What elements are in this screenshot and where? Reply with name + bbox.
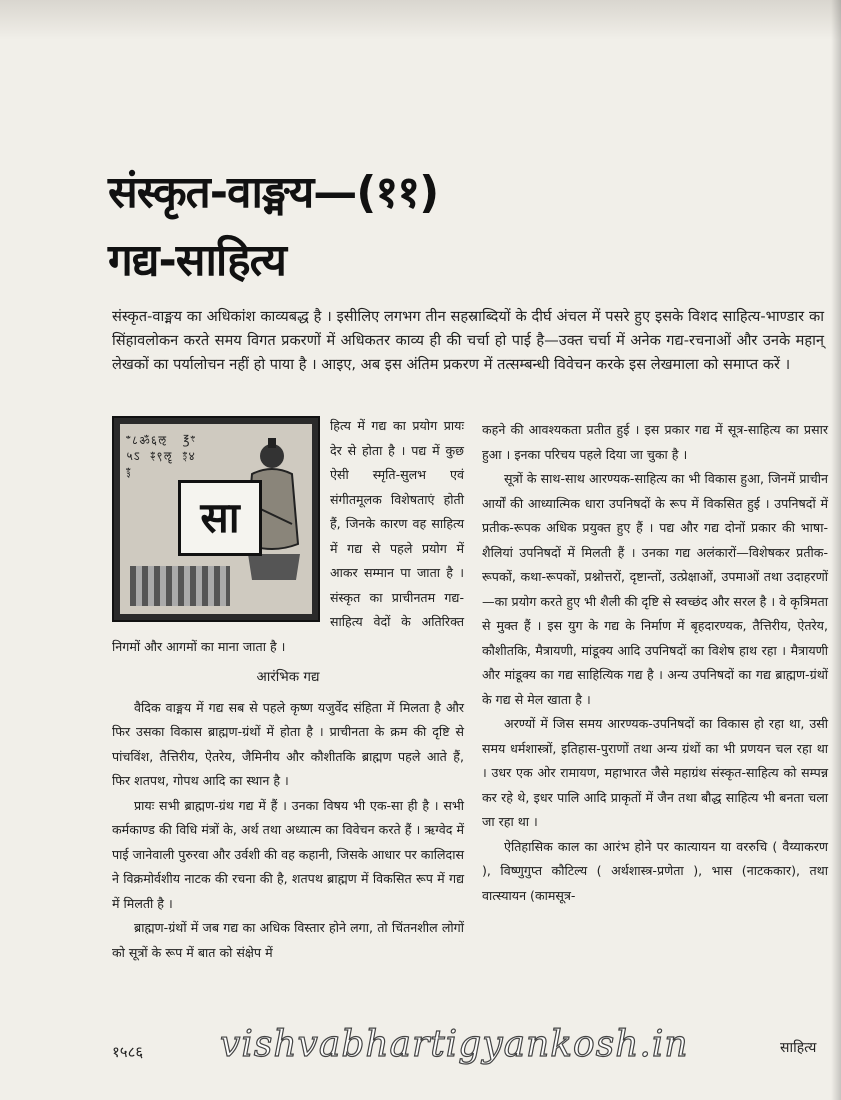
- right-paragraph-2: सूत्रों के साथ-साथ आरण्यक-साहित्य का भी विकास हुआ, जिनमें प्राचीन आर्यों की आध्यात्मिक धारा उपनिषदों के रूप में विकसित हुई । उपनिषदों में प्रतीक-रूपक अधिक प्रयुक्त हुए हैं । पद्य और गद्य दोनों प्रकार की भाषा-शैलियां उपनिषदों में मिलती हैं । उनका गद्य अलंकारों—विशेषकर प्रतीक-रूपकों, कथा-रूपकों, प्रश्नोत्तरों, दृष्टान्तों, उत्प्रेक्षाओं, उपमाओं तथा उदाहरणों—का प्रयोग करते हुए भी शैली की दृष्टि से स्वच्छंद और सरल है । वे कृत्रिमता से मुक्त हैं । इस युग के गद्य के निर्माण में बृहदारण्यक, तैत्तिरीय, ऐतरेय, कौशीतकि, मैत्रायणी, मांडूक्य आदि उपनिषदों का विशेष हाथ रहा । मैत्रायणी और मांडूक्य का गद्य साहित्यिक गद्य है । अन्य उपनिषदों का गद्य ब्राह्मण-ग्रंथों के गद्य से मेल खाता है ।: [482, 471, 828, 707]
- left-paragraph-1: हित्य में गद्य का प्रयोग प्रायः देर से होता है । पद्य में कुछ ऐसी स्मृति-सुलभ एवं संगीतमूलक विशेषताएं होती हैं, जिनके कारण वह साहित्य में गद्य से पहले प्रयोग में आकर सम्मान पा जाता है । संस्कृत का प्राचीनतम गद्य-साहित्य वेदों के अतिरिक्त निगमों और आगमों का माना जाता है ।: [112, 418, 464, 654]
- right-paragraph-1: कहने की आवश्यकता प्रतीत हुई । इस प्रकार गद्य में सूत्र-साहित्य का प्रसार हुआ । इनका परिचय पहले दिया जा चुका है ।: [482, 422, 828, 462]
- illustration-image: [120, 424, 312, 614]
- page-top-shadow: [0, 0, 841, 40]
- drop-cap-illustration: [112, 416, 320, 622]
- article-subtitle: गद्य-साहित्य: [108, 235, 286, 286]
- right-paragraph-4: ऐतिहासिक काल का आरंभ होने पर कात्यायन या वररुचि ( वैय्याकरण ), विष्णुगुप्त कौटिल्य ( अर्थशास्त्र-प्रणेता ), भास (नाटककार), तथा वात्स्यायन (कामसूत्र-: [482, 838, 828, 903]
- drop-cap-letter: सा: [178, 480, 262, 556]
- left-paragraph-3: प्रायः सभी ब्राह्मण-ग्रंथ गद्य में हैं । उनका विषय भी एक-सा ही है । सभी कर्मकाण्ड की विधि मंत्रों के, अर्थ तथा अध्यात्म का विवेचन करते हैं । ऋग्वेद में पाई जानेवाली पुरुरवा और उर्वशी की वह कहानी, जिसके आधार पर कालिदास ने विक्रमोर्वशीय नाटक की रचना की है, शतपथ ब्राह्मण में विकसित रूप में गद्य में मिलती है ।: [112, 797, 464, 911]
- illustration-script-glyphs: ꣲ८ॐ६ऌ ℥ꣳ५ऽ ꣴ९ॡ ꣵ४ꣶ: [126, 433, 196, 479]
- books-stack-icon: [130, 566, 230, 606]
- intro-paragraph: संस्कृत-वाङ्मय का अधिकांश काव्यबद्ध है । इसीलिए लगभग तीन सहस्राब्दियों के दीर्घ अंचल में पसरे हुए इसके विशद साहित्य-भाण्डार का सिंहावलोकन करते समय विगत प्रकरणों में अधिकतर काव्य ही की चर्चा हो पाई है—उक्त चर्चा में अनेक गद्य-रचनाओं और उनके महान् लेखकों का पर्यालोचन नहीं हो पाया है । आइए, अब इस अंतिम प्रकरण में तत्सम्बन्धी विवेचन करके इस लेखमाला को समाप्त करें ।: [112, 308, 824, 373]
- page-number: १५८६: [112, 1043, 144, 1061]
- section-label: साहित्य: [780, 1040, 817, 1056]
- left-paragraph-2: वैदिक वाङ्मय में गद्य सब से पहले कृष्ण यजुर्वेद संहिता में मिलता है और फिर उसका विकास ब्राह्मण-ग्रंथों में होता है । प्राचीनता के क्रम की दृष्टि से पांचविंश, तैत्तिरीय, ऐतरेय, जैमिनीय और कौशीतकि ब्राह्मण पहले आते हैं, फिर शतपथ, गोपथ आदि का स्थान है ।: [112, 699, 464, 788]
- page-edge-shadow: [831, 0, 841, 1100]
- right-paragraph-3: अरण्यों में जिस समय आरण्यक-उपनिषदों का विकास हो रहा था, उसी समय धर्मशास्त्रों, इतिहास-पुराणों तथा अन्य ग्रंथों का भी प्रणयन चल रहा था । उधर एक ओर रामायण, महाभारत जैसे महाग्रंथ संस्कृत-साहित्य को सम्पन्न कर रहे थे, इधर पालि आदि प्राकृतों में जैन तथा बौद्ध साहित्य भी बनता चला जा रहा था ।: [482, 716, 828, 829]
- article-title: संस्कृत-वाङ्मय—(११): [108, 167, 439, 218]
- right-column: [482, 418, 828, 908]
- section-heading: आरंभिक गद्य: [256, 669, 320, 685]
- left-column: [112, 414, 464, 965]
- watermark: vishvabhartigyankosh.in: [220, 1024, 689, 1065]
- left-paragraph-4: ब्राह्मण-ग्रंथों में जब गद्य का अधिक विस्तार होने लगा, तो चिंतनशील लोगों को सूत्रों के रूप में बात को संक्षेप में: [112, 920, 464, 960]
